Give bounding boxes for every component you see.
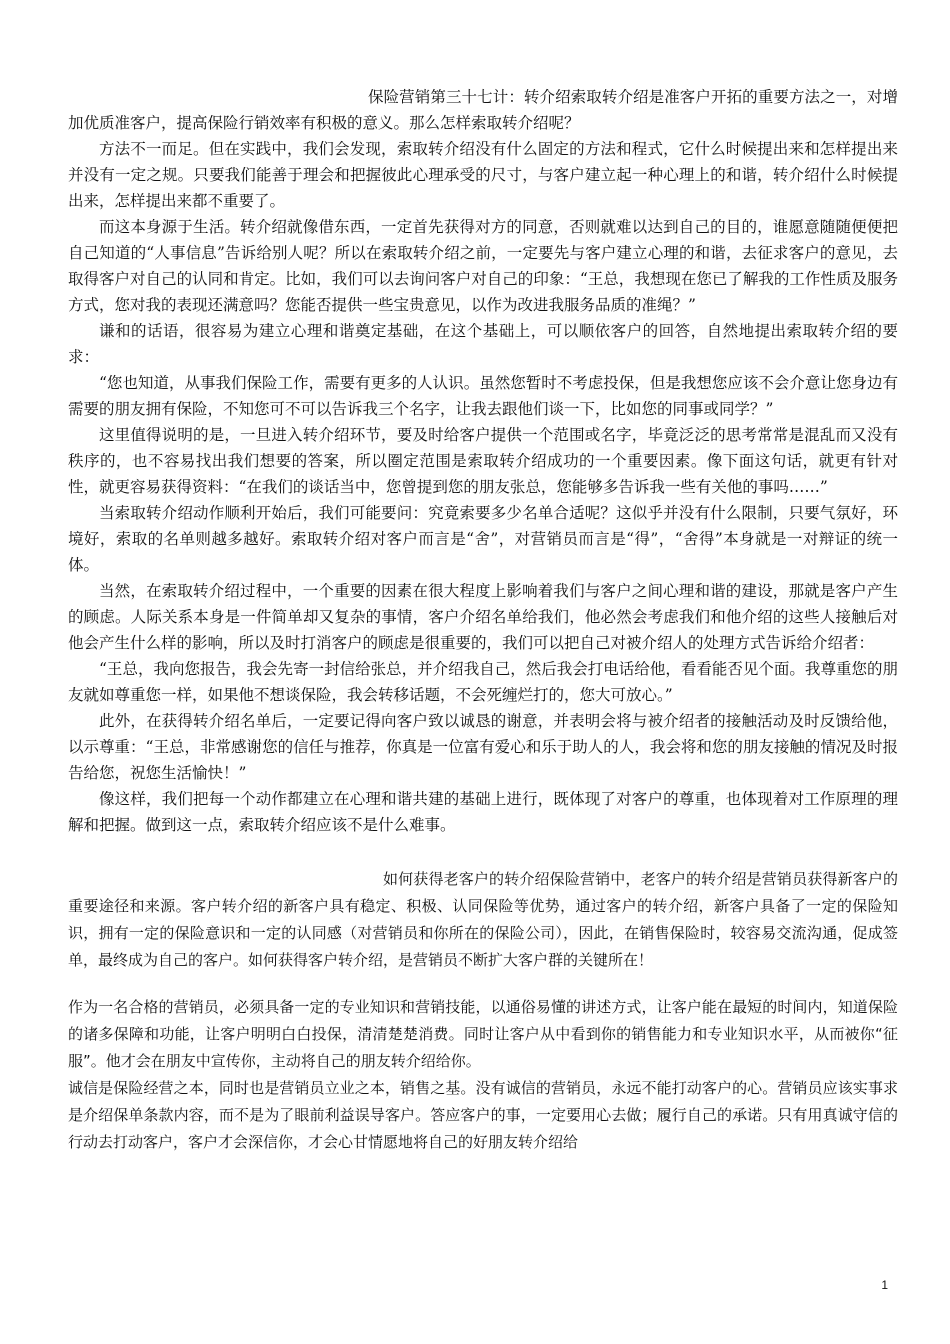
paragraph: 此外，在获得转介绍名单后，一定要记得向客户致以诚恳的谢意，并表明会将与被介绍者的接触活动及时反馈给他，以示尊重：“王总，非常感谢您的信任与推荐，你真是一位富有爱心和乐于助人的人，我会将和您的朋友接触的情况及时报告给您，祝您生活愉快！” xyxy=(68,712,898,782)
article1-intro: 保险营销第三十七计：转介绍索取转介绍是准客户开拓的重要方法之一，对增加优质准客户，提高保险行销效率有积极的意义。那么怎样索取转介绍呢？ xyxy=(68,88,898,132)
paragraph: 当然，在索取转介绍过程中，一个重要的因素在很大程度上影响着我们与客户之间心理和谐的建设，那就是客户产生的顾虑。人际关系本身是一件简单却又复杂的事情，客户介绍名单给我们，他必然会考虑我们和他介绍的这些人接触后对他会产生什么样的影响，所以及时打消客户的顾虑是很重要的，我们可以把自己对被介绍人的处理方式告诉给介绍者： xyxy=(68,582,898,652)
quote-paragraph: “王总，我向您报告，我会先寄一封信给张总，并介绍我自己，然后我会打电话给他，看看能否见个面。我尊重您的朋友就如尊重您一样，如果他不想谈保险，我会转移话题，不会死缠烂打的，您大可放心。” xyxy=(68,660,898,704)
section-gap xyxy=(68,838,898,866)
paragraph: 方法不一而足。但在实践中，我们会发现，索取转介绍没有什么固定的方法和程式，它什么时候提出来和怎样提出来并没有一定之规。只要我们能善于理会和把握彼此心理承受的尺寸，与客户建立起一种心理上的和谐，转介绍什么时候提出来，怎样提出来都不重要了。 xyxy=(68,140,898,210)
paragraph: 而这本身源于生活。转介绍就像借东西，一定首先获得对方的同意，否则就难以达到自己的目的，谁愿意随随便便把自己知道的“人事信息”告诉给别人呢？所以在索取转介绍之前，一定要先与客户建立心理的和谐，去征求客户的意见，去取得客户对自己的认同和肯定。比如，我们可以去询问客户对自己的印象：“王总，我想现在您已了解我的工作性质及服务方式，您对我的表现还满意吗？您能否提供一些宝贵意见，以作为改进我服务品质的准绳？” xyxy=(68,218,898,314)
paragraph: 作为一名合格的营销员，必须具备一定的专业知识和营销技能，以通俗易懂的讲述方式，让客户能在最短的时间内，知道保险的诸多保障和功能，让客户明明白白投保，清清楚楚消费。同时让客户从中看到你的销售能力和专业知识水平，从而被你“征服”。他才会在朋友中宣传你，主动将自己的朋友转介绍给你。 xyxy=(68,998,898,1070)
article2-intro: 如何获得老客户的转介绍保险营销中，老客户的转介绍是营销员获得新客户的重要途径和来源。客户转介绍的新客户具有稳定、积极、认同保险等优势，通过客户的转介绍，新客户具备了一定的保险知识，拥有一定的保险意识和一定的认同感（对营销员和你所在的保险公司），因此，在销售保险时，较容易交流沟通，促成签单，最终成为自己的客户。如何获得客户转介绍，是营销员不断扩大客户群的关键所在！ xyxy=(68,870,898,969)
document-body xyxy=(68,84,898,1156)
page-number: 1 xyxy=(881,1278,888,1292)
paragraph: 当索取转介绍动作顺利开始后，我们可能要问：究竟索要多少名单合适呢？这似乎并没有什么限制，只要气氛好，环境好，索取的名单则越多越好。索取转介绍对客户而言是“舍”，对营销员而言是“得”，“舍得”本身就是一对辩证的统一体。 xyxy=(68,504,898,574)
quote-paragraph: “您也知道，从事我们保险工作，需要有更多的人认识。虽然您暂时不考虑投保，但是我想您应该不会介意让您身边有需要的朋友拥有保险，不知您可不可以告诉我三个名字，让我去跟他们谈一下，比如您的同事或同学？” xyxy=(68,374,898,418)
paragraph: 诚信是保险经营之本，同时也是营销员立业之本，销售之基。没有诚信的营销员，永远不能打动客户的心。营销员应该实事求是介绍保单条款内容，而不是为了眼前利益误导客户。答应客户的事，一定要用心去做；履行自己的承诺。只有用真诚守信的行动去打动客户，客户才会深信你，才会心甘情愿地将自己的好朋友转介绍给 xyxy=(68,1079,898,1151)
paragraph: 这里值得说明的是，一旦进入转介绍环节，要及时给客户提供一个范围或名字，毕竟泛泛的思考常常是混乱而又没有秩序的，也不容易找出我们想要的答案，所以圈定范围是索取转介绍成功的一个重要因素。像下面这句话，就更有针对性，就更容易获得资料：“在我们的谈话当中，您曾提到您的朋友张总，您能够多告诉我一些有关他的事吗……” xyxy=(68,426,898,496)
paragraph: 谦和的话语，很容易为建立心理和谐奠定基础，在这个基础上，可以顺依客户的回答，自然地提出索取转介绍的要求： xyxy=(68,322,898,366)
section-gap xyxy=(68,974,898,994)
paragraph: 像这样，我们把每一个动作都建立在心理和谐共建的基础上进行，既体现了对客户的尊重，也体现着对工作原理的理解和把握。做到这一点，索取转介绍应该不是什么难事。 xyxy=(68,790,898,834)
